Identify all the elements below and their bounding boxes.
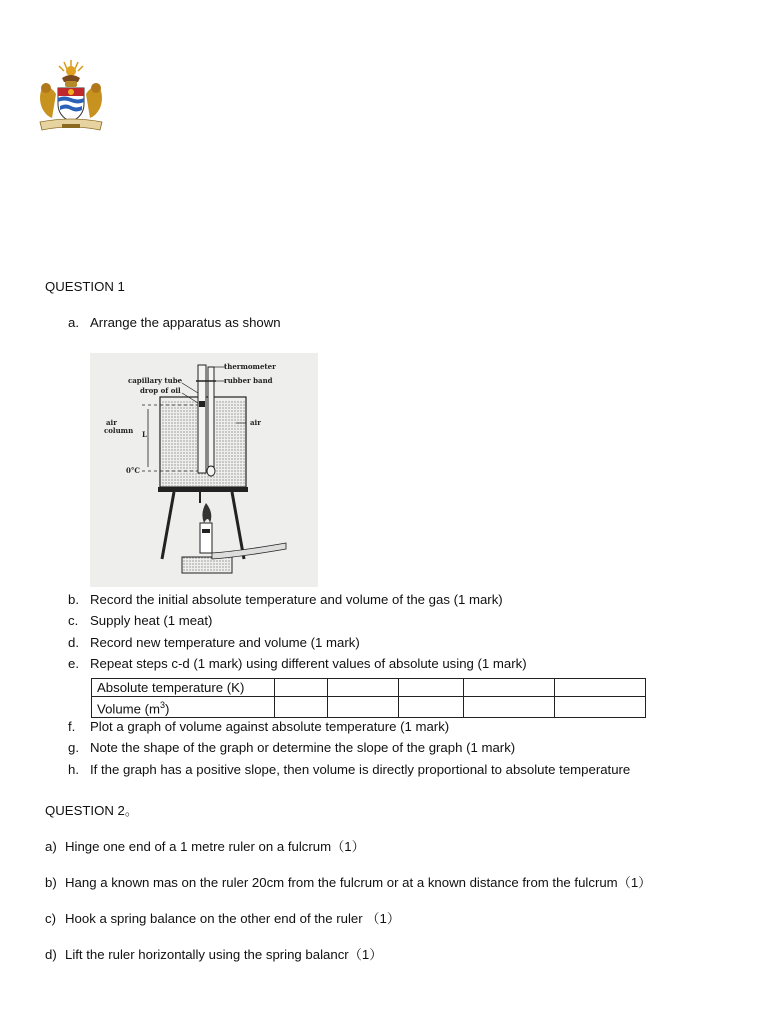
table-cell	[275, 697, 328, 718]
list-text: Lift the ruler horizontally using the spring balancr（1）	[65, 947, 383, 962]
list-text: Plot a graph of volume against absolute temperature (1 mark)	[90, 719, 450, 734]
label-rubber-band: rubber band	[224, 376, 273, 385]
table-cell	[555, 679, 646, 697]
list-label: b.	[68, 592, 79, 607]
label-length: L	[142, 430, 147, 439]
coat-of-arms-icon	[34, 58, 108, 134]
list-label: f.	[68, 719, 76, 734]
list-text: Hook a spring balance on the other end of the ruler （1）	[65, 911, 401, 926]
results-table	[91, 678, 646, 718]
table-cell	[275, 679, 328, 697]
table-cell	[464, 697, 555, 718]
label-capillary-tube: capillary tube	[128, 376, 183, 385]
list-text: Record the initial absolute temperature and volume of the gas (1 mark)	[90, 592, 503, 607]
list-label: d)	[45, 947, 57, 962]
list-label: c.	[68, 613, 79, 628]
list-label: a)	[45, 839, 57, 854]
list-text: Repeat steps c-d (1 mark) using different values of absolute using (1 mark)	[90, 656, 527, 671]
list-item	[45, 908, 400, 927]
row-header-temperature: Absolute temperature (K)	[92, 679, 275, 697]
label-drop-of-oil: drop of oil	[140, 386, 181, 395]
list-item	[45, 872, 651, 891]
list-label: e.	[68, 656, 79, 671]
list-label: g.	[68, 740, 79, 755]
list-text: If the graph has a positive slope, then volume is directly proportional to absolute temperature	[90, 762, 631, 777]
list-text: Supply heat (1 meat)	[90, 613, 213, 628]
list-item	[45, 944, 382, 963]
table-cell	[464, 679, 555, 697]
list-label: b)	[45, 875, 57, 890]
table-cell	[399, 697, 464, 718]
list-text: Hinge one end of a 1 metre ruler on a fulcrum（1）	[65, 839, 365, 854]
list-text: Arrange the apparatus as shown	[90, 315, 281, 330]
list-item	[45, 836, 365, 855]
question-2-title: QUESTION 2。	[45, 803, 139, 818]
apparatus-diagram	[90, 353, 318, 587]
table-row	[92, 679, 646, 697]
table-cell	[328, 679, 399, 697]
question-1-title: QUESTION 1	[45, 279, 125, 294]
row-header-volume: Volume $(m^3)$	[92, 697, 275, 718]
label-zero-c: 0°C	[126, 466, 140, 475]
table-row	[92, 697, 646, 718]
list-text: Note the shape of the graph or determine the slope of the graph (1 mark)	[90, 740, 516, 755]
list-text: Record new temperature and volume (1 mark)	[90, 635, 360, 650]
table-cell	[399, 679, 464, 697]
label-air: air	[250, 418, 261, 427]
list-label: c)	[45, 911, 56, 926]
list-label: h.	[68, 762, 79, 777]
label-air-column-2: column	[104, 426, 134, 435]
label-air-column-1: air	[106, 418, 117, 427]
list-text: Hang a known mas on the ruler 20cm from the fulcrum or at a known distance from the fulcrum（1）	[65, 875, 652, 890]
list-label: a.	[68, 315, 79, 330]
table-cell	[328, 697, 399, 718]
table-cell	[555, 697, 646, 718]
label-thermometer: thermometer	[224, 362, 276, 371]
list-label: d.	[68, 635, 79, 650]
